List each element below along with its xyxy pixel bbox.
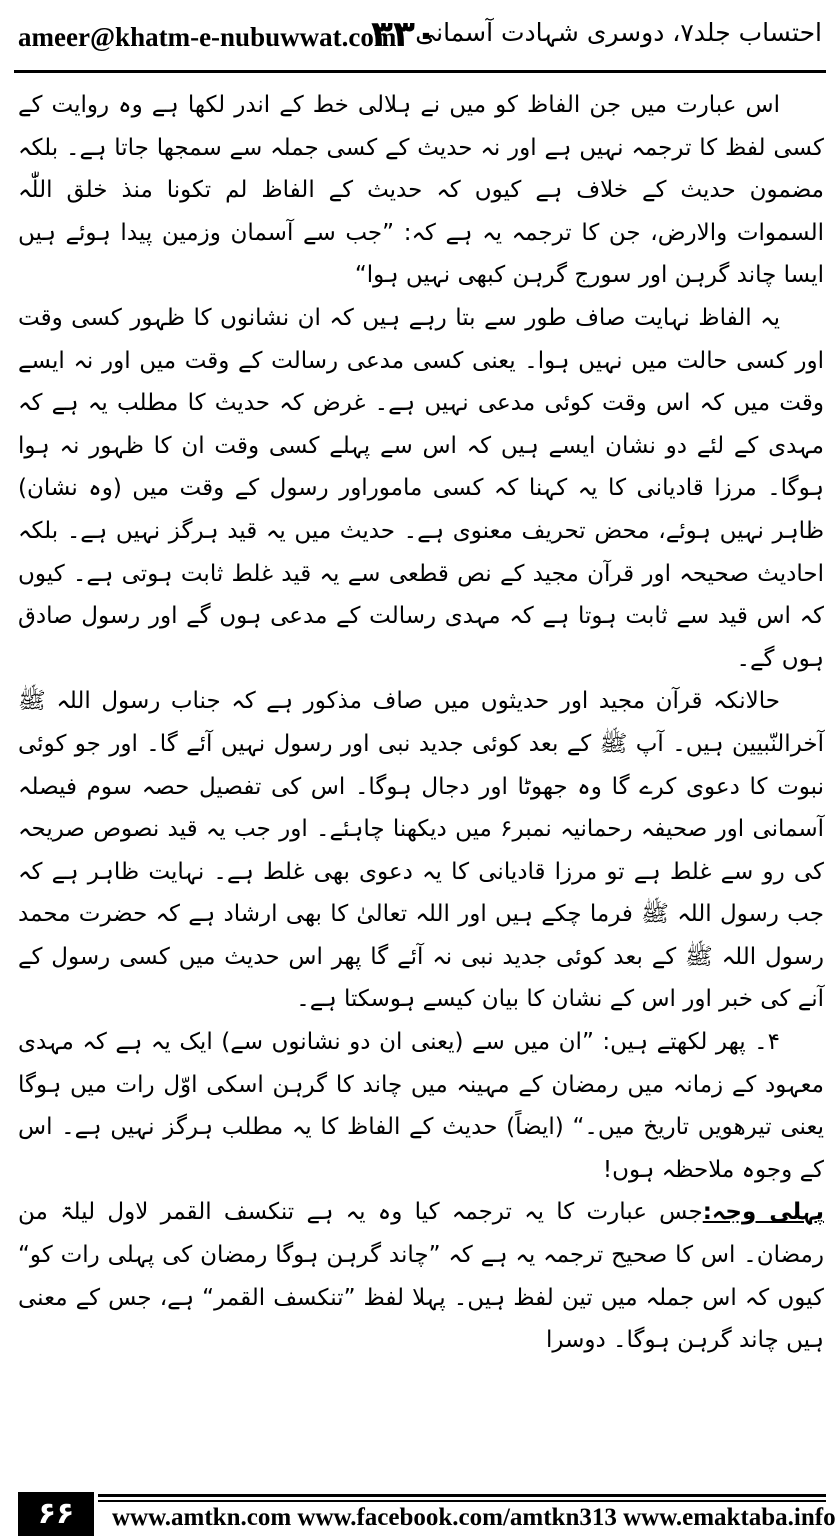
header-page-number: ۳۳۰: [371, 14, 437, 55]
footer-divider-top: [98, 1494, 826, 1497]
paragraph-4: ۴۔ پھر لکھتے ہیں: ”ان میں سے (یعنی ان دو نشانوں سے) ایک یہ ہے کہ مہدی معہود کے زمانہ میں رمضان کے مہینہ میں چاند کا گرہن اسکی اوّل رات میں ہوگا یعنی تیرھویں تاریخ میں۔“ (ایضاً) حدیث کے الفاظ کا یہ مطلب ہرگز نہیں ہے۔ اس کے وجوہ ملاحظہ ہوں!: [18, 1029, 824, 1183]
paragraph-3: حالانکہ قرآن مجید اور حدیثوں میں صاف مذکور ہے کہ جناب رسول اللہ ﷺ آخرالنّبیین ہیں۔ آپ ﷺ کے بعد کوئی جدید نبی اور رسول نہیں آئے گا۔ اور جو کوئی نبوت کا دعوی کرے گا وہ جھوٹا اور دجال ہوگا۔ اس کی تفصیل حصہ سوم فیصلہ آسمانی اور صحیفہ رحمانیہ نمبر۶ میں دیکھنا چاہئے۔ اور جب یہ قید نصوص صریحہ کی رو سے غلط ہے تو مرزا قادیانی کا یہ دعوی بھی غلط ہے۔ نہایت ظاہر ہے کہ جب رسول اللہ ﷺ فرما چکے ہیں اور اللہ تعالیٰ کا بھی ارشاد ہے کہ حضرت محمد رسول اللہ ﷺ کے بعد کوئی جدید نبی نہ آئے گا پھر اس حدیث میں کسی رسول کے آنے کی خبر اور اس کے نشان کا بیان کیسے ہوسکتا ہے۔: [18, 688, 824, 1013]
first-reason-paragraph: [18, 1191, 824, 1361]
header-book-title: احتساب جلد۷، دوسری شہادت آسمانی: [415, 18, 822, 47]
page-footer: [0, 1492, 840, 1540]
page-header: [0, 0, 840, 74]
paragraph-2: یہ الفاظ نہایت صاف طور سے بتا رہے ہیں کہ ان نشانوں کا ظہور کسی وقت اور کسی حالت میں نہیں ہوا۔ یعنی کسی مدعی رسالت کے وقت میں اور نہ ایسے وقت میں کہ اس وقت کوئی مدعی نہیں ہے۔ غرض کہ حدیث کا مطلب یہ ہے کہ مہدی کے لئے دو نشان ایسے ہیں کہ اس سے پہلے کسی وقت ان کا ظہور نہ ہوا ہوگا۔ مرزا قادیانی کا یہ کہنا کہ کسی ماموراور رسول کے وقت میں (وہ نشان) ظاہر نہیں ہوئے، محض تحریف معنوی ہے۔ حدیث میں یہ قید ہرگز نہیں ہے۔ بلکہ احادیث صحیحہ اور قرآن مجید کے نص قطعی سے یہ قید غلط ثابت ہوتی ہے۔ کیوں کہ اس قید سے ثابت ہوتا ہے کہ مہدی رسالت کے مدعی ہوں گے اور رسول صادق ہوں گے۔: [18, 304, 824, 672]
header-email[interactable]: ameer@khatm-e-nubuwwat.com: [18, 22, 397, 52]
footer-page-number: ۶۶: [18, 1492, 94, 1536]
first-reason-heading: پہلی وجہ:: [702, 1199, 824, 1226]
paragraph-1: اس عبارت میں جن الفاظ کو میں نے ہلالی خط کے اندر لکھا ہے وہ روایت کے کسی لفظ کا ترجمہ نہیں ہے اور نہ حدیث کے کسی جملہ سے سمجھا جاتا ہے۔ بلکہ مضمون حدیث کے خلاف ہے کیوں کہ حدیث کے الفاظ لم تکونا منذ خلق اللّٰہ السموات والارض، جن کا ترجمہ یہ ہے کہ: ”جب سے آسمان وزمین پیدا ہوئے ہیں ایسا چاند گرہن اور سورج گرہن کبھی نہیں ہوا“: [18, 92, 824, 289]
footer-links[interactable]: www.amtkn.com www.facebook.com/amtkn313 www.emaktaba.info: [112, 1504, 836, 1531]
first-reason-text: جس عبارت کا یہ ترجمہ کیا وہ یہ ہے تنکسف القمر لاول لیلۃ من رمضان۔ اس کا صحیح ترجمہ یہ ہے کہ ”چاند گرہن ہوگا رمضان کی پہلی رات کو“ کیوں کہ اس جملہ میں تین لفظ ہیں۔ پہلا لفظ ”تنکسف القمر“ ہے، جس کے معنی ہیں چاند گرہن ہوگا۔ دوسرا: [18, 1199, 824, 1354]
page-body: [18, 84, 824, 1362]
header-divider: [14, 70, 826, 73]
footer-divider-bottom: [98, 1500, 826, 1502]
